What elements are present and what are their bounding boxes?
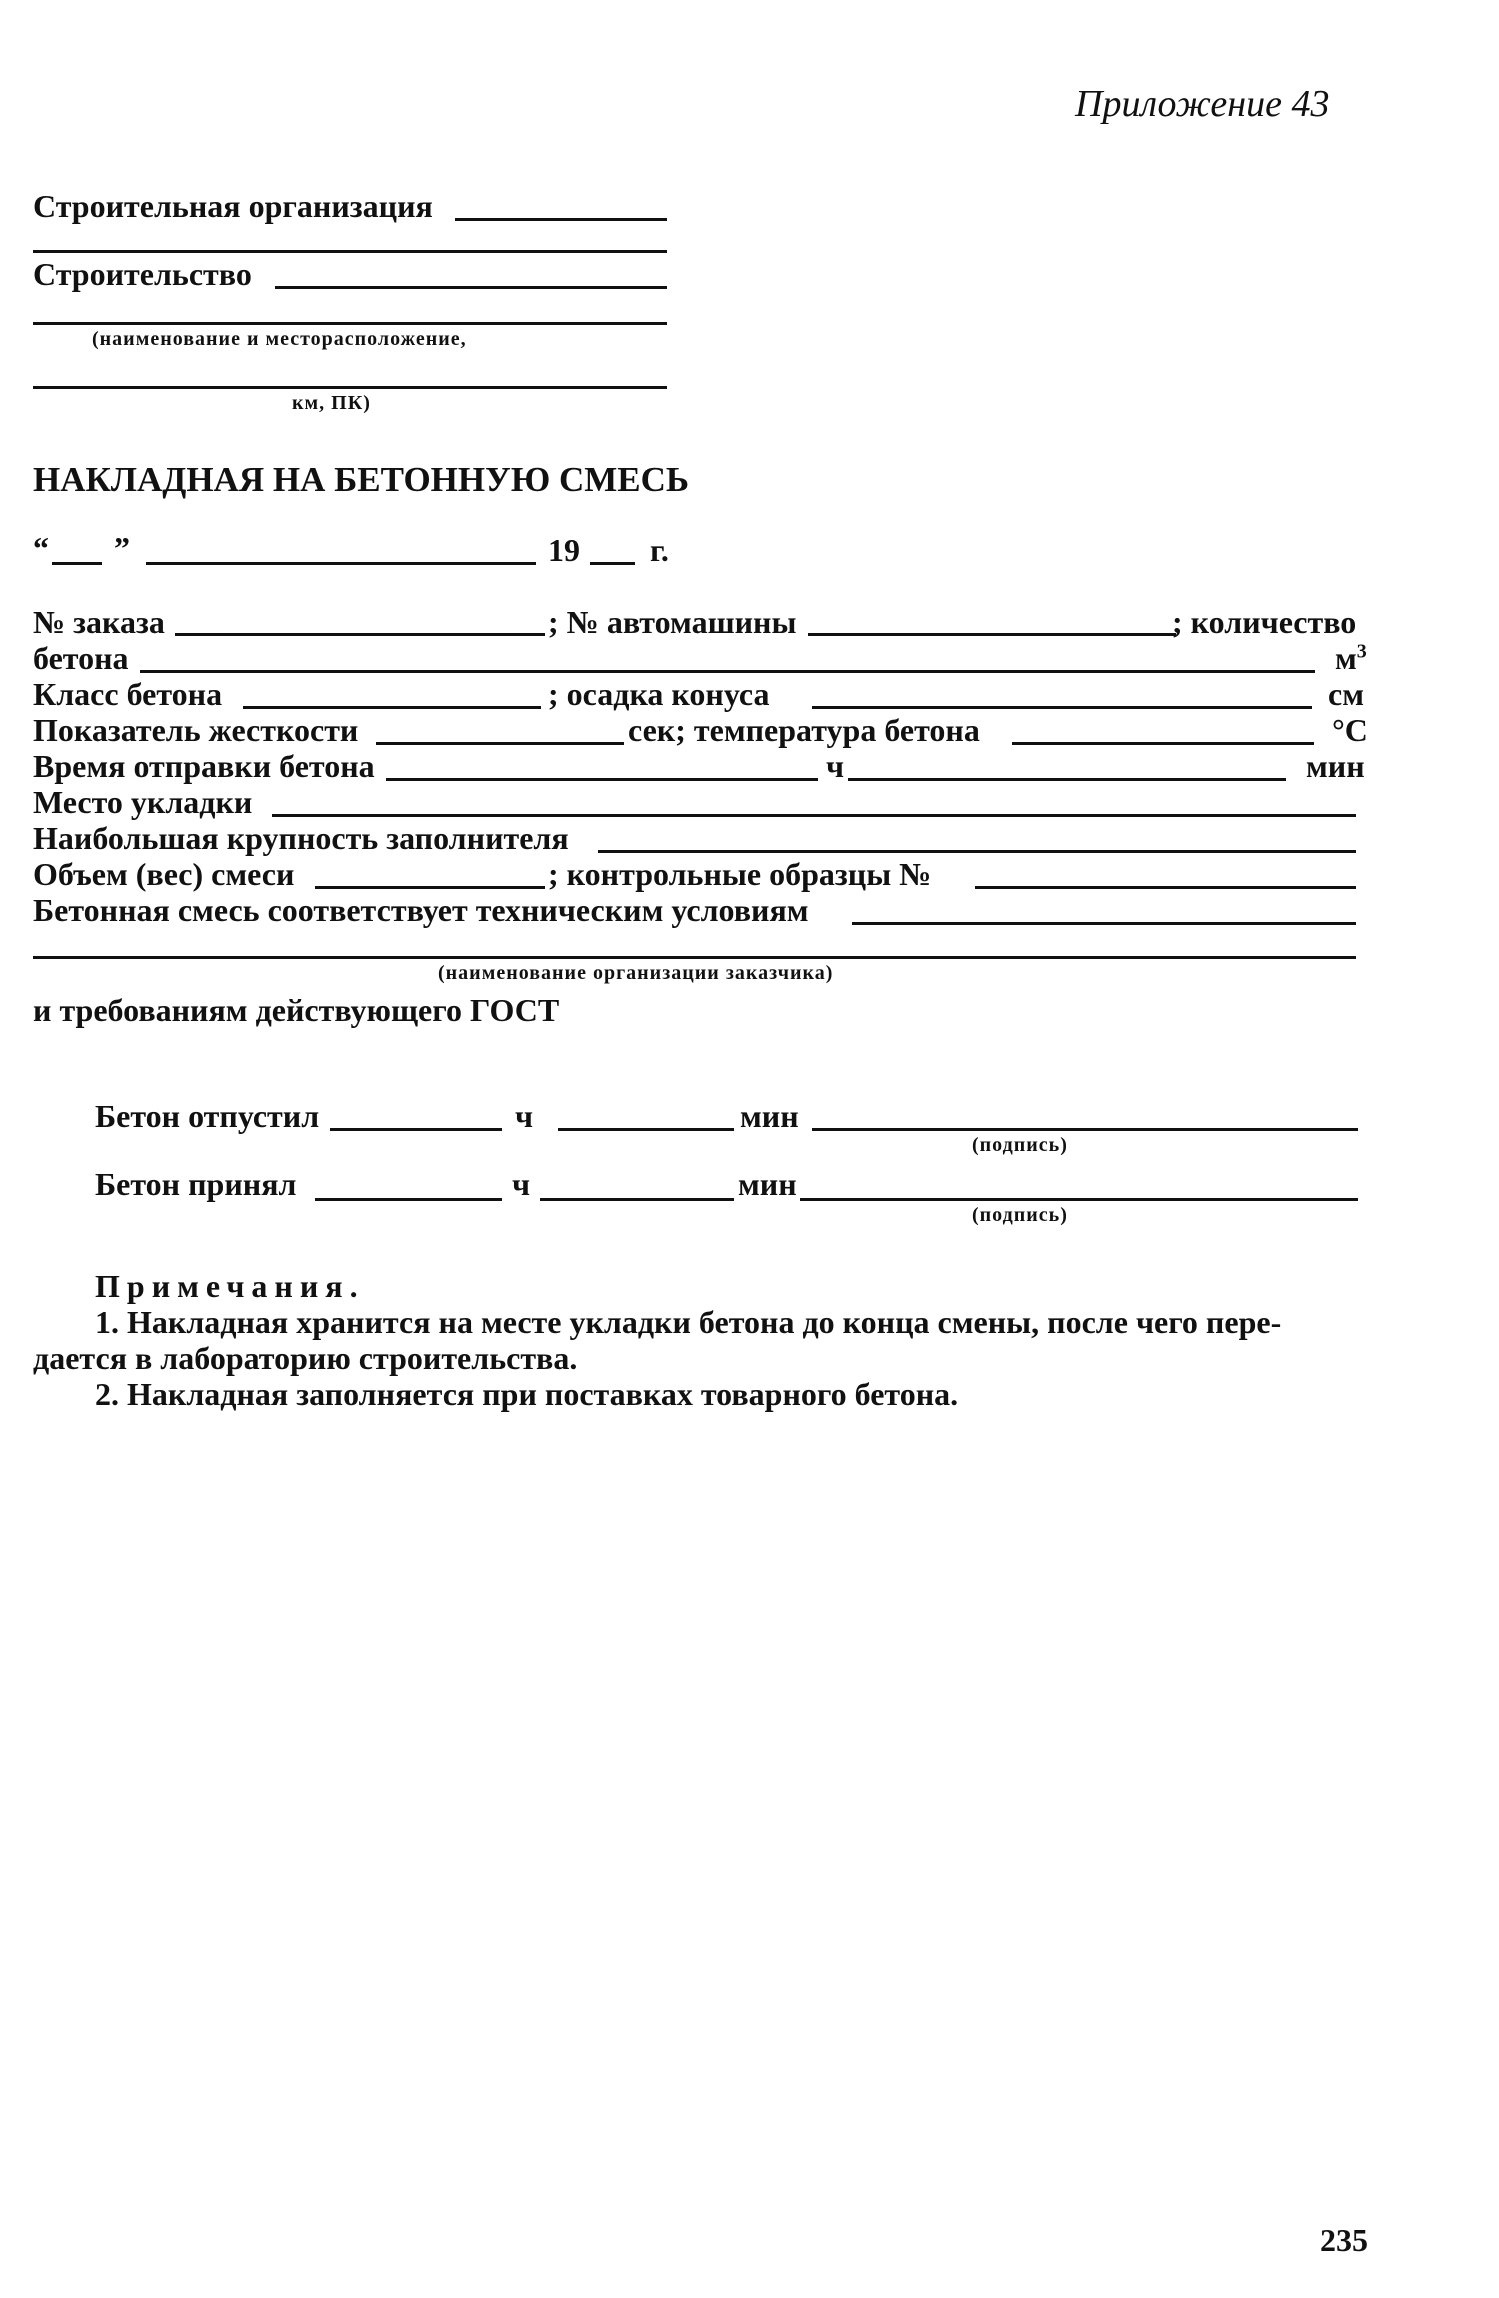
released-signature-caption: (подпись)	[972, 1134, 1068, 1156]
unit-m: м	[1335, 640, 1357, 676]
construction-label: Строительство	[33, 256, 252, 292]
place-line[interactable]	[272, 814, 1356, 817]
org-line-2[interactable]	[33, 250, 667, 253]
notes-heading: Примечания.	[95, 1268, 365, 1304]
dispatch-minute-line[interactable]	[848, 778, 1286, 781]
accepted-minute-label: мин	[738, 1166, 797, 1202]
accepted-signature-caption: (подпись)	[972, 1204, 1068, 1226]
volume-line[interactable]	[315, 886, 545, 889]
dispatch-time-label: Время отправки бетона	[33, 748, 375, 784]
truck-no-line[interactable]	[808, 633, 1176, 636]
stiffness-label: Показатель жесткости	[33, 712, 359, 748]
concrete-label: бетона	[33, 640, 129, 676]
released-hour-line[interactable]	[330, 1128, 502, 1131]
caption-name-location: (наименование и месторасположение,	[92, 328, 467, 350]
document-title: НАКЛАДНАЯ НА БЕТОННУЮ СМЕСЬ	[33, 460, 690, 499]
caption-customer: (наименование организации заказчика)	[438, 962, 834, 984]
org-label: Строительная организация	[33, 188, 433, 224]
dispatch-hour-label: ч	[826, 748, 845, 784]
construction-line[interactable]	[275, 286, 667, 289]
construction-line-2[interactable]	[33, 322, 667, 325]
concrete-class-label: Класс бетона	[33, 676, 223, 712]
appendix-label: Приложение 43	[1075, 83, 1330, 125]
sec-temperature-label: сек; температура бетона	[628, 712, 980, 748]
page-number: 235	[1320, 2222, 1368, 2258]
truck-no-label: ; № автомашины	[548, 604, 797, 640]
date-month-line[interactable]	[146, 562, 536, 565]
unit-m-superscript: 3	[1356, 640, 1367, 663]
samples-line[interactable]	[975, 886, 1356, 889]
dispatch-hour-line[interactable]	[386, 778, 818, 781]
aggregate-label: Наибольшая крупность заполнителя	[33, 820, 569, 856]
accepted-minute-line[interactable]	[540, 1198, 734, 1201]
date-year-suffix: г.	[650, 532, 669, 568]
place-label: Место укладки	[33, 784, 253, 820]
date-quote-close: ”	[114, 530, 130, 566]
cone-slump-line[interactable]	[812, 706, 1312, 709]
aggregate-line[interactable]	[598, 850, 1356, 853]
quantity-line[interactable]	[140, 670, 1315, 673]
volume-label: Объем (вес) смеси	[33, 856, 295, 892]
org-line[interactable]	[455, 218, 667, 221]
released-minute-label: мин	[740, 1098, 799, 1134]
accepted-hour-line[interactable]	[315, 1198, 502, 1201]
construction-line-3[interactable]	[33, 386, 667, 389]
unit-celsius: °С	[1332, 712, 1368, 748]
order-no-line[interactable]	[175, 633, 545, 636]
released-hour-label: ч	[515, 1098, 534, 1134]
accepted-signature-line[interactable]	[800, 1198, 1358, 1201]
conformity-label: Бетонная смесь соответствует техническим условиям	[33, 892, 809, 928]
samples-label: ; контрольные образцы №	[548, 856, 932, 892]
caption-km-pk: км, ПК)	[292, 392, 371, 414]
cone-slump-label: ; осадка конуса	[548, 676, 770, 712]
temperature-line[interactable]	[1012, 742, 1314, 745]
released-minute-line[interactable]	[558, 1128, 734, 1131]
dispatch-minute-label: мин	[1306, 748, 1365, 784]
customer-line[interactable]	[33, 956, 1356, 959]
accepted-hour-label: ч	[512, 1166, 531, 1202]
released-signature-line[interactable]	[812, 1128, 1358, 1131]
order-no-label: № заказа	[33, 604, 165, 640]
date-day-line[interactable]	[52, 562, 102, 565]
unit-cubic-meters	[1335, 640, 1367, 676]
concrete-class-line[interactable]	[243, 706, 541, 709]
accepted-label: Бетон принял	[95, 1166, 297, 1202]
conformity-line[interactable]	[852, 922, 1356, 925]
date-quote-open: “	[33, 530, 49, 566]
released-label: Бетон отпустил	[95, 1098, 320, 1134]
unit-cm: см	[1328, 676, 1364, 712]
quantity-label: ; количество	[1172, 604, 1357, 640]
date-year-line[interactable]	[590, 562, 635, 565]
date-year-prefix: 19	[548, 532, 580, 568]
stiffness-line[interactable]	[376, 742, 624, 745]
note-1-line-2: дается в лабораторию строительства.	[33, 1340, 578, 1376]
note-1-line-1: 1. Накладная хранится на месте укладки бетона до конца смены, после чего пере-	[95, 1304, 1282, 1340]
note-2: 2. Накладная заполняется при поставках товарного бетона.	[95, 1376, 959, 1412]
gost-label: и требованиям действующего ГОСТ	[33, 992, 560, 1028]
